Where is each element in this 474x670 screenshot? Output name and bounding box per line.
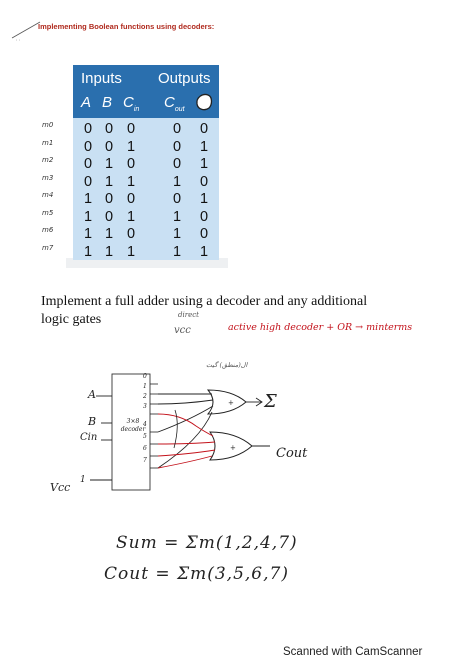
- minterm-label: m5: [42, 208, 54, 217]
- decoder-output-label: 7: [143, 457, 147, 464]
- minterm-label: m2: [42, 156, 54, 164]
- label-b: B: [88, 415, 97, 428]
- table-cell: 1: [104, 226, 114, 242]
- table-cell: 0: [126, 191, 136, 207]
- column-cout-letter: C: [164, 94, 175, 111]
- table-cell: 0: [199, 226, 209, 242]
- minterm-label: m0: [42, 121, 54, 129]
- table-cell: 0: [199, 173, 209, 190]
- sum-or-gate: [208, 390, 246, 414]
- minterm-label: m3: [42, 173, 54, 182]
- column-cout: [164, 94, 185, 113]
- label-a: A: [88, 388, 96, 401]
- table-cell: 0: [126, 156, 136, 172]
- table-cell: 0: [104, 191, 114, 207]
- table-cell: 1: [104, 156, 114, 172]
- sum-header-scribble: [194, 92, 214, 112]
- direct-note: direct: [178, 311, 199, 319]
- page-margin-mark: ʼ ʼ: [16, 40, 21, 46]
- table-cell: 1: [199, 156, 209, 172]
- table-cell: 0: [126, 121, 136, 137]
- table-cell: 0: [126, 226, 136, 242]
- cout-equation: Cout = Σm(3,5,6,7): [104, 564, 289, 584]
- table-cell: 0: [199, 121, 209, 137]
- table-cell: 0: [83, 138, 93, 155]
- scanner-watermark: Scanned with CamScanner: [283, 646, 423, 658]
- table-cell: 1: [83, 208, 93, 225]
- column-cin-letter: C: [123, 94, 134, 111]
- minterm-label: m1: [42, 138, 54, 147]
- decoder-output-stubs: [150, 384, 158, 468]
- minterm-label: m4: [42, 191, 54, 199]
- table-cell: 1: [83, 226, 93, 242]
- table-cell: 0: [83, 121, 93, 137]
- column-a: A: [81, 94, 92, 111]
- table-body: [73, 118, 219, 260]
- table-cell: 0: [83, 173, 93, 190]
- minterm-label: m6: [42, 226, 54, 234]
- table-cell: 0: [83, 156, 93, 172]
- decoder-output-label: 3: [143, 403, 147, 410]
- table-cell: 0: [104, 208, 114, 225]
- table-header: [73, 65, 219, 118]
- full-adder-circuit: [0, 370, 474, 510]
- minterm-label: m7: [42, 243, 54, 252]
- table-cell: 1: [172, 243, 182, 260]
- table-cell: 1: [104, 173, 114, 190]
- table-cell: 0: [172, 138, 182, 155]
- table-cell: 1: [172, 173, 182, 190]
- table-cell: 1: [126, 138, 136, 155]
- column-cin-subscript: in: [133, 106, 140, 113]
- decoder-label: 3×8 decoder: [120, 418, 146, 433]
- table-cell: 1: [126, 173, 136, 190]
- label-vcc-value: 1: [80, 475, 86, 485]
- table-cell: 1: [172, 226, 182, 242]
- cout-gate-plus: +: [230, 444, 236, 452]
- question-text: Implement a full adder using a decoder and any additional logic gates: [41, 294, 368, 327]
- table-cell: 1: [199, 243, 209, 260]
- circuit-note: ال(منطق) گیت: [206, 361, 248, 369]
- table-cell: 0: [172, 191, 182, 207]
- sum-gate-plus: +: [228, 399, 234, 407]
- column-cout-subscript: out: [174, 106, 185, 113]
- page-heading: Implementing Boolean functions using decoders:: [38, 22, 215, 31]
- inputs-heading: Inputs: [81, 70, 122, 87]
- table-cell: 0: [104, 138, 114, 155]
- decoder-output-label: 2: [143, 393, 147, 400]
- cout-label: Cout: [276, 446, 308, 461]
- table-cell: 1: [199, 138, 209, 155]
- table-cell: 0: [172, 156, 182, 172]
- decoder-output-label: 6: [143, 445, 147, 452]
- table-cell: 1: [172, 208, 182, 225]
- decoder-output-label: 0: [143, 373, 147, 380]
- column-cin: [123, 94, 139, 113]
- table-cell: 0: [172, 121, 182, 137]
- sum-symbol: Σ: [264, 391, 277, 412]
- label-cin: Cin: [80, 432, 98, 443]
- table-cell: 0: [104, 121, 114, 137]
- column-b: B: [102, 94, 113, 111]
- sum-equation: Sum = Σm(1,2,4,7): [116, 533, 298, 553]
- table-cell: 1: [83, 243, 93, 260]
- table-cell: 1: [83, 191, 93, 207]
- active-high-note: active high decoder + OR → minterms: [228, 322, 413, 333]
- table-cell: 1: [199, 191, 209, 207]
- outputs-heading: Outputs: [158, 70, 211, 87]
- table-cell: 1: [126, 243, 136, 260]
- decoder-output-label: 5: [143, 433, 147, 440]
- table-cell: 0: [199, 208, 209, 225]
- truth-table: [73, 65, 219, 260]
- table-cell: 1: [104, 243, 114, 260]
- table-cell: 1: [126, 208, 136, 225]
- label-vcc: Vcc: [50, 481, 71, 494]
- vcc-note: vcc: [174, 325, 191, 336]
- decoder-output-label: 1: [143, 383, 147, 390]
- decoder-output-label: 4: [143, 421, 147, 428]
